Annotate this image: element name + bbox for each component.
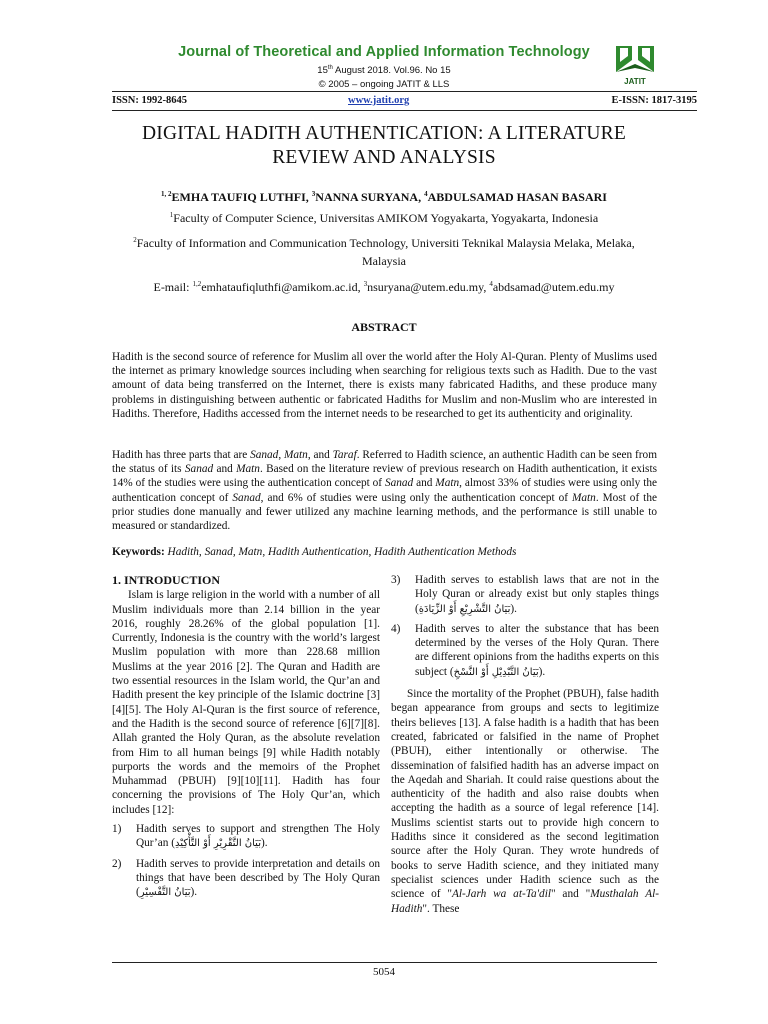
paper-title: DIGITAL HADITH AUTHENTICATION: A LITERATURE REVIEW AND ANALYSIS <box>142 123 626 168</box>
page-number: 5054 <box>373 966 395 978</box>
intro-paragraph-2: Since the mortality of the Prophet (PBUH), false hadith began appearance from groups and sects to legitimize theirs believes [13]. A false hadith is a hadith that has been created, fabricated or falsified in the name of Prophet (PBUH), either intentionally or otherwise. The dissemination of falsified hadith has an adverse impact on the Aqedah and Shariah. It could raise questions about the authenticity of the hadith and also raise doubts when accepting the hadith as a source of legal reference [14]. Muslims scientist starts out to provide high concern to Hadiths since it considered as the second legitimation source after the Holy Quran. They wrote hundreds of books to serve Hadith science, and they initiated many specialist sciences under Hadith science such as the science of "Al-Jarh wa at-Ta'dil" and "Musthalah Al-Hadith". These <box>391 688 659 915</box>
affiliation-2-cont: Malaysia <box>362 254 406 268</box>
abstract-heading: ABSTRACT <box>351 320 417 334</box>
authors: $^{1, 2}$EMHA TAUFIQ LUTHFI, $^3$NANNA SURYANA, $^4$ABDULSAMAD HASAN BASARI <box>161 190 607 204</box>
keywords: Keywords: Hadith, Sanad, Matn, Hadith Authentication, Hadith Authentication Methods <box>112 546 517 558</box>
list-item: 1) Hadith serves to support and strengthen The Holy Qur’an (بَيَانُ التَّقْرِيْرِ أَوْ التَّأْكِيْدِ). <box>112 823 380 850</box>
abstract-paragraph-1: Hadith is the second source of reference for Muslim all over the world after the Holy Al-Quran. Plenty of Muslims used the internet as primary knowledge sources including when searching for religious texts such as Hadith. Due to the vast amount of data being transferred on the Internet, there is exists many fabricated Hadiths, and these produce many problems in distinguishing between authentic or fabricated Hadiths for Muslim and non-Muslim who are interested in Hadiths. Therefore, Hadiths accessed from the internet needs to be researched to get its authenticity and originality. <box>112 351 657 420</box>
list-item: 2) Hadith serves to provide interpretation and details on things that have been described by The Holy Quran (بَيَانُ التَّفْسِيْرِ). <box>112 857 380 899</box>
journal-title: Journal of Theoretical and Applied Information Technology <box>178 44 590 60</box>
footer-rule <box>112 962 657 963</box>
issue-info: 15th August 2018. Vol.96. No 15 <box>317 65 451 77</box>
logo-text: JATIT <box>624 77 646 86</box>
issn: ISSN: 1992-8645 <box>112 95 187 106</box>
affiliation-2: $^2$Faculty of Information and Communication Technology, Universiti Teknikal Malaysia Melaka, Melaka, <box>133 236 635 250</box>
copyright: © 2005 – ongoing JATIT & LLS <box>318 79 450 91</box>
intro-paragraph-1: Islam is large religion in the world with a number of all Muslim individuals more than 2.14 billion in the year 2016, roughly 28.26% of the global population [1]. Currently, Indonesia is the country with the world’s largest Muslim population with more than 228.68 million Muslims at the year 2016 [2]. The Quran and Hadith are two essential resources in the Islam world, the Qur’an and Hadith present the key principle of the Islamic doctrine [3][4][5]. The Holy Al-Quran is the first source of reference, and the Hadith is the second source of reference [6][7][8]. Allah granted the Holy Quran, as the absolute revelation from Him to all human beings [9] while Hadith notably purports the words and the memoirs of the Prophet Muhammad (PBUH) [9][10][11]. Hadith has four concerning the provisions of The Holy Qur’an, which includes [12]: <box>112 589 380 816</box>
journal-url-link[interactable]: www.jatit.org <box>348 95 410 106</box>
emails: E-mail: $^{1,2}$emhataufiqluthfi@amikom.ac.id, $^3$nsuryana@utem.edu.my, $^4$abdsamad@utem.edu.my <box>153 280 615 294</box>
list-item: 4) Hadith serves to alter the substance that has been determined by the verses of the Holy Quran. There are different opinions from the hadiths experts on this subject (بَيَانُ التَّبْدِيْلِ أَوْ النَّسْخِ). <box>391 622 659 678</box>
issn-bar <box>112 91 697 111</box>
abstract-paragraph-2: Hadith has three parts that are Sanad, Matn, and Taraf. Referred to Hadith science, an authentic Hadith can be seen from the status of its Sanad and Matn. Based on the literature review of previous research on Hadith authentication, it exists 14% of the studies were using the authentication concept of Sanad and Matn, almost 33% of studies were using only the authentication concept of Sanad, and 6% of studies were using only the authentication concept of Matn. Most of the prior studies done manually and fewer utilized any machine learning methods, and the performance is still unable to measured or standardized. <box>112 449 657 533</box>
eissn: E-ISSN: 1817-3195 <box>611 95 697 106</box>
jatit-logo-icon <box>612 42 658 86</box>
affiliation-1: $^1$Faculty of Computer Science, Universitas AMIKOM Yogyakarta, Yogyakarta, Indonesia <box>169 211 599 225</box>
right-column <box>391 573 659 916</box>
left-column <box>112 573 380 901</box>
section-heading-introduction: 1. INTRODUCTION <box>112 573 221 587</box>
list-item: 3) Hadith serves to establish laws that are not in the Holy Quran or already exist but only staples things (بَيَانُ التَّشْرِيْعِ أَوْ الزِّيَادَةِ). <box>391 574 659 615</box>
